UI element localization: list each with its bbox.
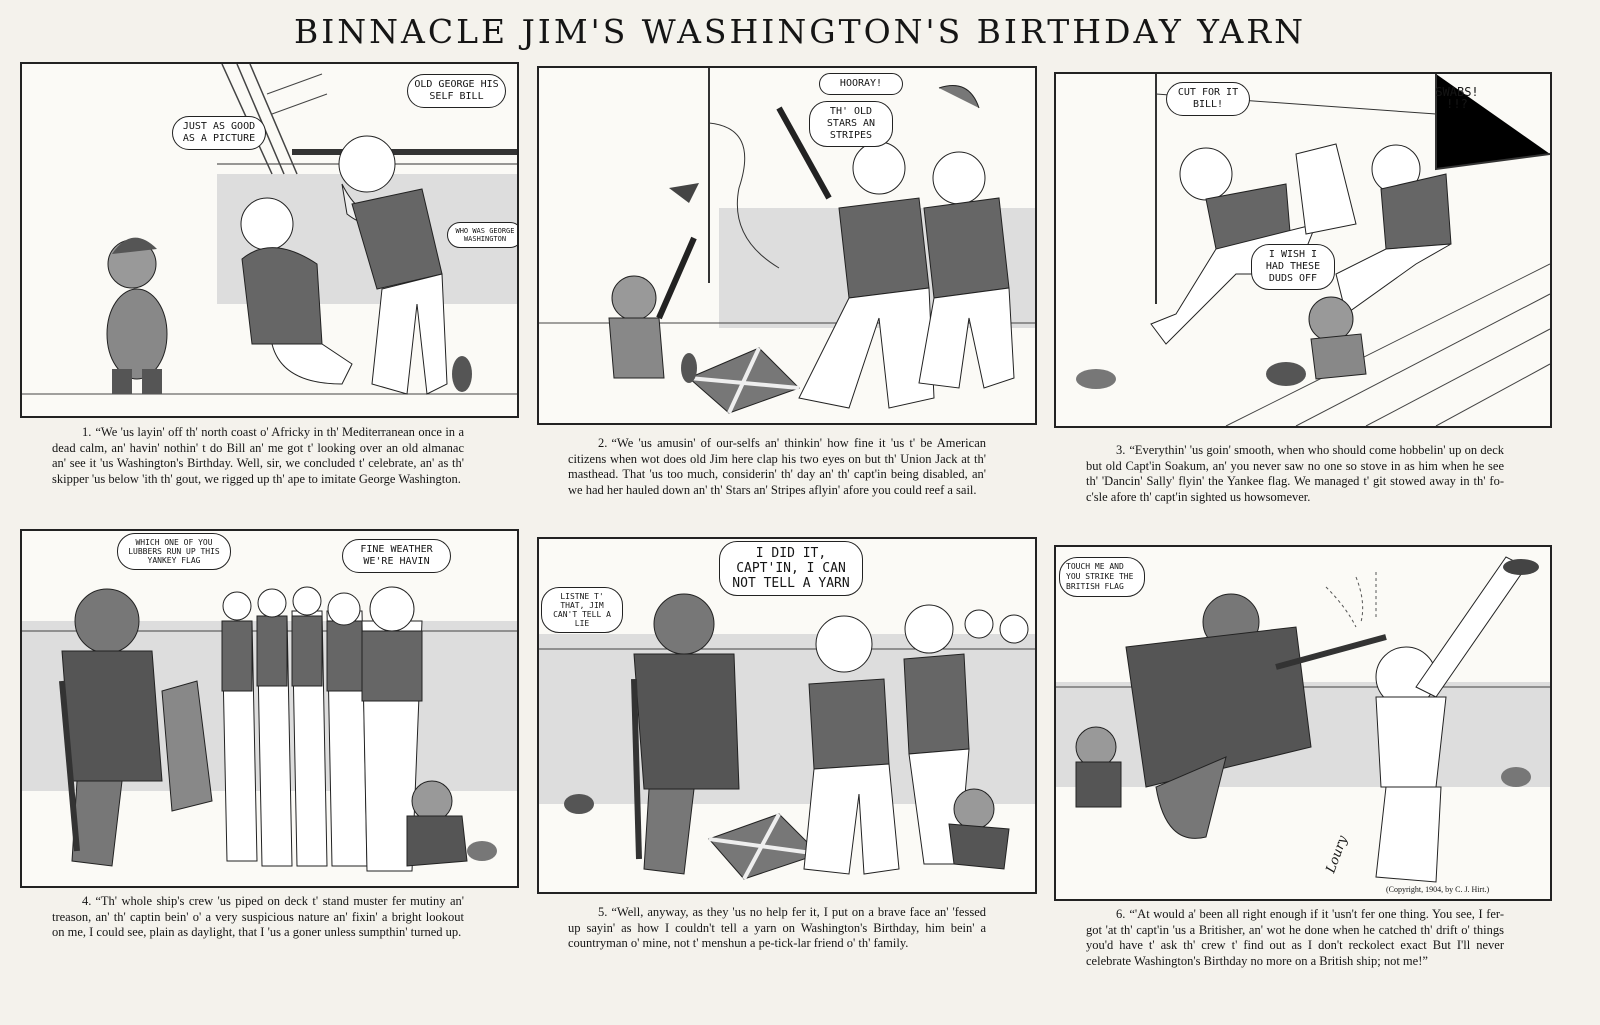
speech-bubble: WHO WAS GEORGE WASHINGTON xyxy=(447,222,519,248)
panel-1 xyxy=(20,62,519,418)
panel-4 xyxy=(20,529,519,888)
speech-bubble: WHICH ONE OF YOU LUBBERS RUN UP THIS YANKEY FLAG xyxy=(117,533,231,570)
speech-bubble: LISTNE T' THAT, JIM CAN'T TELL A LIE xyxy=(541,587,623,633)
speech-bubble: HOORAY! xyxy=(819,73,903,95)
speech-bubble: OLD GEORGE HIS SELF BILL xyxy=(407,74,506,108)
caption-text: “We 'us amusin' of our-selfs an' thinkin' how fine it 'us t' be American citizens when wot does old Jim here clap his two eyes on but th' Union Jack at th' masthead. That 'us too much, considerin' th' day an' th' capt'in being disabled, an' we had her hauled down an' th' Stars an' Stripes aflyin' afore you could reef a sail. xyxy=(568,436,986,497)
panel-5 xyxy=(537,537,1037,894)
artist-signature: Loury xyxy=(1323,833,1351,876)
panel-4-caption xyxy=(52,894,464,941)
caption-number: 3. xyxy=(1116,443,1126,457)
caption-number: 4. xyxy=(82,894,92,908)
caption-number: 5. xyxy=(598,905,608,919)
comic-title: BINNACLE JIM'S WASHINGTON'S BIRTHDAY YARN xyxy=(293,12,1307,51)
caption-text: “'At would a' been all right enough if it 'usn't fer one thing. You see, I fer-got 'at th' capt'in 'us a Britisher, an' wot he done when he catched th' drift o' things you'd have t' ask th' crew t' find out as I don't reckolect exact But I'll never celebrate Washington's Birthday no more on a British ship; not me!” xyxy=(1086,907,1504,968)
speech-bubble: SWABS! !!? xyxy=(1435,85,1479,111)
copyright-notice: (Copyright, 1904, by C. J. Hirt.) xyxy=(1386,885,1490,894)
panel-2 xyxy=(537,66,1037,425)
caption-number: 1. xyxy=(82,425,92,439)
panel-1-caption xyxy=(52,425,464,487)
caption-text: “Everythin' 'us goin' smooth, when who should come hobbelin' up on deck but old Capt'in Soakum, an' you never saw no one so stove in as him when he see th' 'Dancin' Sally' flyin' the Yankee flag. We managed t' git stowed away in th' fo-c'sle afore th' capt'in sighted us howsomever. xyxy=(1086,443,1504,504)
caption-number: 2. xyxy=(598,436,608,450)
panel-4-illustration xyxy=(22,531,517,886)
speech-bubble: TOUCH ME AND YOU STRIKE THE BRITISH FLAG xyxy=(1059,557,1145,597)
caption-text: “Th' whole ship's crew 'us piped on deck t' stand muster fer mutiny an' treason, an' th' captin bein' o' a very suspicious nature an' fixin' a bright lookout on me, I could see, plain as daylight, that I 'us a goner unless sumpthin' turned up. xyxy=(52,894,464,939)
panel-1-illustration xyxy=(22,64,517,416)
speech-bubble: JUST AS GOOD AS A PICTURE xyxy=(172,116,266,150)
panel-3 xyxy=(1054,72,1552,428)
caption-number: 6. xyxy=(1116,907,1126,921)
speech-bubble: CUT FOR IT BILL! xyxy=(1166,82,1250,116)
panel-6-caption xyxy=(1086,907,1504,969)
panel-2-illustration xyxy=(539,68,1035,423)
panel-6 xyxy=(1054,545,1552,901)
caption-text: “We 'us layin' off th' north coast o' Africky in th' Mediterranean once in a dead calm, an' havin' nothin' t do Bill an' me got t' looking over an old almanac an' see it 'us Washington's Birthday. Well, sir, we concluded t' celebrate, an' as th' skipper 'us below 'ith th' gout, we rigged up th' ape to imitate George Washington. xyxy=(52,425,464,486)
speech-bubble: I WISH I HAD THESE DUDS OFF xyxy=(1251,244,1335,290)
speech-bubble: TH' OLD STARS AN STRIPES xyxy=(809,101,893,147)
panel-6-illustration xyxy=(1056,547,1550,899)
panel-2-caption xyxy=(568,436,986,498)
speech-bubble: I DID IT, CAPT'IN, I CAN NOT TELL A YARN xyxy=(719,541,863,596)
speech-bubble: FINE WEATHER WE'RE HAVIN xyxy=(342,539,451,573)
panel-5-caption xyxy=(568,905,986,952)
caption-text: “Well, anyway, as they 'us no help fer it, I put on a brave face an' 'fessed up sayin' as how I couldn't tell a yarn on Washington's Birthday, him bein' a countryman o' mine, not t' menshun a pe-tick-lar friend o' th' family. xyxy=(568,905,986,950)
panel-3-caption xyxy=(1086,443,1504,505)
